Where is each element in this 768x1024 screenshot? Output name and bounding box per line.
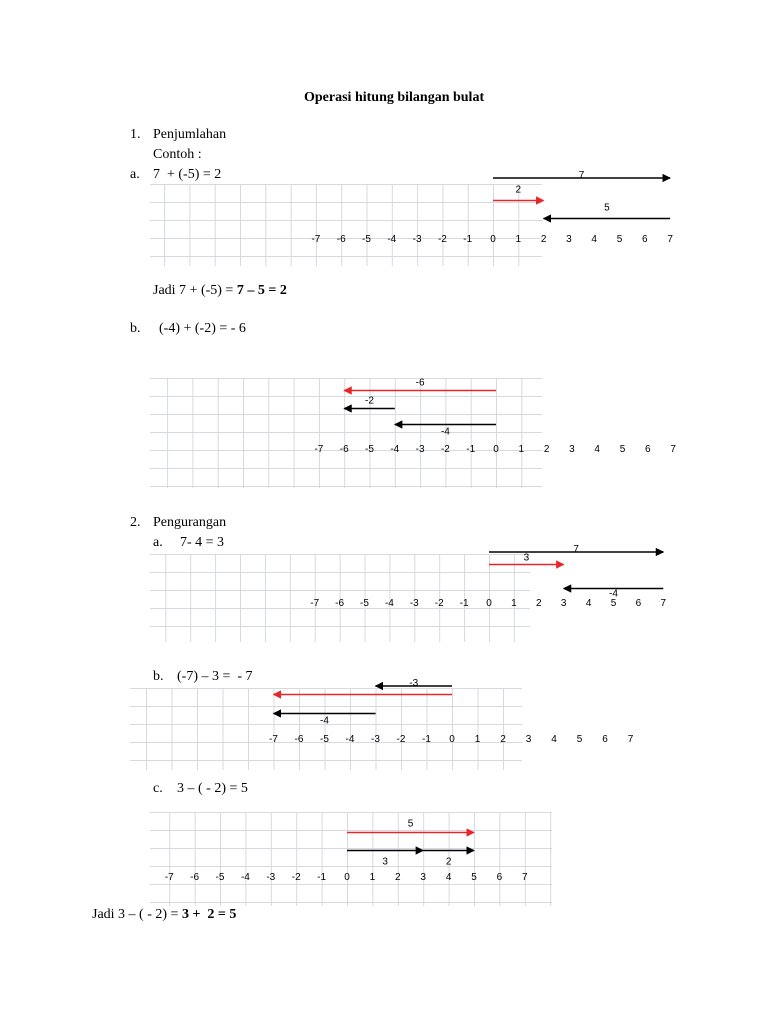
tick-label: 3 — [560, 598, 567, 609]
tick-label: 1 — [474, 734, 481, 745]
tick-label: -4 — [384, 598, 394, 609]
tick-label: 6 — [645, 444, 651, 455]
arrow-label: 7 — [573, 544, 579, 555]
tick-label: 7 — [522, 872, 528, 883]
tick-label: 6 — [642, 234, 648, 245]
arrow-label: 3 — [382, 856, 388, 868]
tick-label: 6 — [602, 734, 608, 745]
tick-label: -6 — [190, 872, 200, 883]
tick-label: 4 — [594, 444, 600, 455]
item-1b-marker: b. — [130, 321, 141, 336]
number-line-2a — [150, 544, 667, 646]
tick-label: -3 — [266, 872, 276, 883]
item-1a-equation: 7 + (-5) = 2 — [153, 167, 222, 182]
item-2c-equation: 3 – ( - 2) = 5 — [177, 781, 248, 796]
tick-label: -7 — [314, 444, 324, 455]
arrow-label: -4 — [320, 715, 329, 727]
tick-label: 1 — [369, 872, 376, 883]
tick-label: -5 — [360, 598, 369, 609]
tick-label: -2 — [437, 234, 447, 245]
tick-label: -7 — [310, 598, 320, 609]
conclusion-1a — [153, 282, 287, 299]
item-1b-equation: (-4) + (-2) = - 6 — [159, 321, 246, 336]
tick-label: 7 — [660, 598, 667, 609]
tick-label: -4 — [387, 234, 397, 245]
tick-label: 2 — [395, 872, 401, 883]
tick-label: -6 — [294, 734, 304, 745]
tick-label: 6 — [496, 872, 503, 883]
grid — [150, 378, 542, 488]
tick-label: 4 — [445, 872, 452, 883]
item-2c-marker: c. — [153, 781, 163, 796]
tick-label: 7 — [627, 734, 634, 745]
tick-label: -5 — [215, 872, 225, 883]
tick-label: 2 — [536, 598, 542, 609]
tick-label: -2 — [440, 444, 450, 455]
conclusion-2c-prefix: Jadi 3 – ( - 2) = — [92, 907, 182, 922]
number-line-2c — [150, 810, 552, 908]
arrow-label: -3 — [409, 678, 419, 689]
tick-label: 4 — [585, 598, 592, 609]
arrow-label: -6 — [415, 377, 425, 389]
tick-label: 3 — [420, 872, 426, 883]
grid — [130, 688, 522, 770]
tick-label: 5 — [610, 598, 617, 609]
section-2-heading: Pengurangan — [153, 515, 227, 530]
tick-label: 5 — [619, 444, 626, 455]
tick-label: -6 — [335, 598, 345, 609]
arrow-label: 7 — [578, 170, 585, 181]
tick-label: 5 — [576, 734, 583, 745]
tick-label: -6 — [336, 234, 346, 245]
item-1a-marker: a. — [130, 167, 140, 182]
arrow-label: 5 — [604, 202, 610, 214]
tick-label: -1 — [459, 598, 469, 609]
tick-label: -3 — [412, 234, 422, 245]
tick-label: -4 — [240, 872, 250, 883]
tick-label: 3 — [569, 444, 575, 455]
tick-label: 3 — [566, 234, 572, 245]
tick-label: -5 — [362, 234, 371, 245]
tick-label: 4 — [551, 734, 557, 745]
conclusion-2c-result: 3 + 2 = 5 — [181, 907, 237, 922]
tick-label: -2 — [396, 734, 406, 745]
tick-label: -5 — [320, 734, 329, 745]
tick-label: 0 — [344, 872, 350, 883]
section-1-number: 1. — [130, 127, 141, 142]
tick-label: 7 — [670, 444, 676, 455]
tick-label: 2 — [540, 234, 547, 245]
tick-label: -1 — [317, 872, 327, 883]
grid — [150, 184, 542, 266]
arrow-label: 2 — [515, 184, 522, 196]
tick-label: -6 — [339, 444, 349, 455]
number-line-2b — [130, 678, 634, 772]
arrow-label: 3 — [523, 552, 530, 564]
tick-label: -2 — [291, 872, 301, 883]
tick-label: -3 — [371, 734, 380, 745]
section-2-number: 2. — [130, 515, 141, 530]
tick-label: -4 — [390, 444, 400, 455]
section-1-heading: Penjumlahan — [153, 127, 227, 142]
tick-label: 2 — [543, 444, 550, 455]
arrow-label: -2 — [365, 395, 374, 407]
tick-label: -1 — [422, 734, 431, 745]
tick-label: -7 — [311, 234, 321, 245]
tick-label: -1 — [463, 234, 473, 245]
item-2a-equation: 7- 4 = 3 — [180, 535, 225, 550]
tick-label: 2 — [500, 734, 506, 745]
tick-label: 5 — [471, 872, 477, 883]
tick-label: 5 — [616, 234, 623, 245]
arrow-label: -4 — [609, 588, 618, 600]
tick-label: -7 — [269, 734, 278, 745]
tick-label: 0 — [449, 734, 455, 745]
conclusion-2c — [92, 906, 236, 923]
tick-label: 7 — [667, 234, 673, 245]
tick-label: -7 — [164, 872, 174, 883]
grid — [150, 812, 552, 906]
tick-label: -3 — [415, 444, 425, 455]
page-title: Operasi hitung bilangan bulat — [304, 90, 485, 105]
arrow-label: -4 — [440, 426, 450, 438]
item-2b-marker: b. — [153, 669, 164, 684]
tick-label: 6 — [635, 598, 642, 609]
item-2b-equation: (-7) – 3 = - 7 — [177, 669, 253, 684]
arrow-label: 2 — [445, 856, 452, 868]
tick-label: 4 — [591, 234, 597, 245]
tick-label: 3 — [525, 734, 532, 745]
tick-label: 1 — [511, 598, 517, 609]
tick-label: 0 — [493, 444, 499, 455]
example-label: Contoh : — [153, 147, 202, 162]
number-line-1b — [150, 372, 676, 492]
tick-label: -5 — [365, 444, 374, 455]
tick-label: 0 — [486, 598, 492, 609]
item-2a-marker: a. — [153, 535, 163, 550]
tick-label: 1 — [518, 444, 525, 455]
conclusion-1a-result: 7 – 5 = 2 — [236, 283, 287, 298]
conclusion-1a-prefix: Jadi 7 + (-5) = — [153, 283, 237, 298]
tick-label: -2 — [434, 598, 444, 609]
tick-label: 1 — [515, 234, 522, 245]
tick-label: -3 — [409, 598, 419, 609]
tick-label: 0 — [490, 234, 496, 245]
tick-label: -1 — [466, 444, 476, 455]
tick-label: -4 — [345, 734, 355, 745]
arrow-label: 5 — [407, 818, 414, 830]
